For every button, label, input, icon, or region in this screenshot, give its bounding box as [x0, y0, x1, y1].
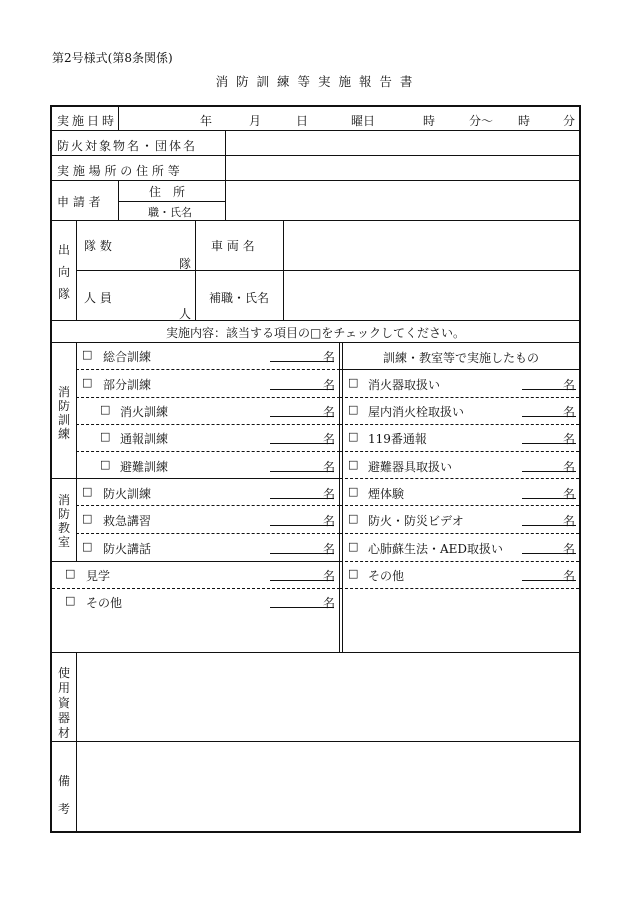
fire-ext-unit: 名 [323, 405, 336, 419]
general-training-label: 総合訓練 [103, 350, 152, 364]
checkbox-right-6[interactable]: □ [348, 540, 359, 553]
vehicle-label: 車 両 名 [211, 239, 255, 253]
right-item-label: 煙体験 [368, 487, 405, 501]
right-item-label: 避難器具取扱い [368, 460, 453, 474]
applicant-name-label: 職・氏名 [148, 206, 192, 219]
other-left-label: その他 [86, 596, 123, 610]
right-item-unit: 名 [563, 514, 576, 528]
checkbox-report[interactable]: □ [100, 430, 111, 443]
partial-training-label: 部分訓練 [103, 378, 152, 392]
personnel-label: 人 員 [84, 291, 112, 305]
report-training-label: 通報訓練 [120, 432, 169, 446]
right-item-unit: 名 [563, 542, 576, 556]
right-item-label: 防火・防災ビデオ [368, 514, 464, 528]
day-label: 日 [296, 114, 309, 128]
applicant-label: 申 請 者 [57, 195, 101, 209]
month-label: 月 [249, 114, 262, 128]
instruction-text: 実施内容：該当する項目の□をチェックしてください。 [166, 326, 465, 340]
report-form [50, 105, 581, 833]
checkbox-first-aid[interactable]: □ [82, 512, 93, 525]
start-minute-label: 分〜 [469, 114, 494, 128]
first-aid-unit: 名 [323, 514, 336, 528]
equipment-label: 使用資器材 [57, 666, 70, 740]
report-unit: 名 [323, 432, 336, 446]
tour-label: 見学 [86, 569, 111, 583]
date-label: 実施日時 [57, 114, 118, 128]
checkbox-right-2[interactable]: □ [348, 430, 359, 443]
general-unit: 名 [323, 350, 336, 364]
year-label: 年 [200, 114, 213, 128]
checkbox-right-3[interactable]: □ [348, 458, 359, 471]
evac-training-label: 避難訓練 [120, 460, 169, 474]
first-aid-label: 救急講習 [103, 514, 152, 528]
tour-unit: 名 [323, 569, 336, 583]
checkbox-fire-prev[interactable]: □ [82, 485, 93, 498]
right-item-unit: 名 [563, 487, 576, 501]
end-hour-label: 時 [518, 114, 531, 128]
checkbox-right-4[interactable]: □ [348, 485, 359, 498]
fire-ext-training-label: 消火訓練 [120, 405, 169, 419]
assistant-label: 補職・氏名 [209, 291, 270, 305]
weekday-label: 曜日 [351, 114, 376, 128]
checkbox-evac[interactable]: □ [100, 458, 111, 471]
end-minute-label: 分 [563, 114, 576, 128]
personnel-suffix: 人 [179, 307, 192, 321]
target-name-label: 防火対象物名・団体名 [57, 139, 198, 153]
right-item-unit: 名 [563, 378, 576, 392]
form-id: 第2号様式(第8条関係) [52, 51, 173, 65]
partial-unit: 名 [323, 378, 336, 392]
classroom-group-label: 消防教室 [57, 493, 70, 549]
units-label: 隊 数 [84, 239, 112, 253]
checkbox-right-0[interactable]: □ [348, 376, 359, 389]
checkbox-lecture[interactable]: □ [82, 540, 93, 553]
right-header: 訓練・教室等で実施したもの [382, 351, 539, 365]
training-group-label: 消防訓練 [57, 385, 70, 441]
checkbox-other-left[interactable]: □ [65, 594, 76, 607]
checkbox-general[interactable]: □ [82, 348, 93, 361]
right-item-label: 心肺蘇生法・AED取扱い [368, 542, 504, 556]
right-item-unit: 名 [563, 432, 576, 446]
fire-prev-unit: 名 [323, 487, 336, 501]
address-label: 実 施 場 所 の 住 所 等 [57, 164, 180, 178]
right-item-label: 消火器取扱い [368, 378, 441, 392]
checkbox-partial[interactable]: □ [82, 376, 93, 389]
right-item-label: その他 [368, 569, 405, 583]
right-item-label: 屋内消火栓取扱い [368, 405, 465, 419]
start-hour-label: 時 [423, 114, 436, 128]
document-title: 消 防 訓 練 等 実 施 報 告 書 [215, 74, 415, 89]
lecture-label: 防火講話 [103, 542, 152, 556]
lecture-unit: 名 [323, 542, 336, 556]
other-left-unit: 名 [323, 596, 336, 610]
checkbox-right-7[interactable]: □ [348, 567, 359, 580]
evac-unit: 名 [323, 460, 336, 474]
right-item-unit: 名 [563, 405, 576, 419]
right-item-unit: 名 [563, 460, 576, 474]
right-item-unit: 名 [563, 569, 576, 583]
checkbox-right-1[interactable]: □ [348, 403, 359, 416]
right-item-label: 119番通報 [368, 432, 427, 446]
remarks-label: 備考 [57, 774, 70, 816]
units-suffix: 隊 [179, 257, 192, 271]
fire-prev-label: 防火訓練 [103, 487, 152, 501]
checkbox-tour[interactable]: □ [65, 567, 76, 580]
checkbox-right-5[interactable]: □ [348, 512, 359, 525]
checkbox-fire-ext[interactable]: □ [100, 403, 111, 416]
applicant-address-label: 住 所 [149, 185, 186, 199]
dispatch-label: 出向隊 [57, 243, 70, 301]
